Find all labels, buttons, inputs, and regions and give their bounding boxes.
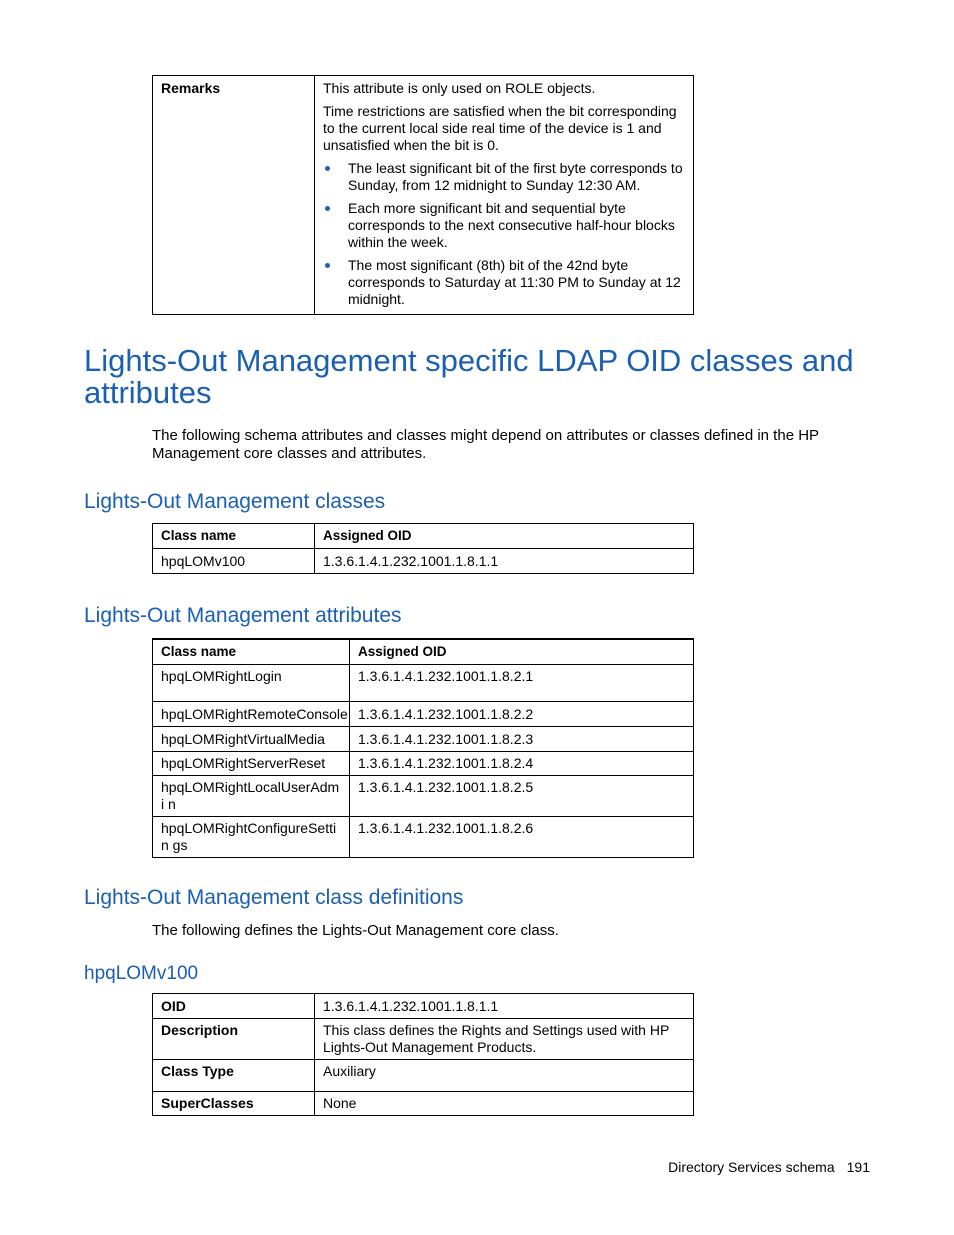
- table-header-row: [153, 524, 694, 549]
- oid-cell: 1.3.6.1.4.1.232.1001.1.8.1.1: [315, 549, 694, 574]
- oid-cell: 1.3.6.1.4.1.232.1001.1.8.2.3: [350, 727, 694, 752]
- remarks-line-2: Time restrictions are satisfied when the bit corresponding to the current local side real time of the device is 1 and unsatisfied when the bit is 0.: [323, 103, 677, 153]
- section-title: Lights-Out Management specific LDAP OID classes and attributes: [84, 343, 854, 410]
- page-number: 191: [846, 1159, 870, 1175]
- classes-heading: Lights-Out Management classes: [84, 490, 386, 513]
- remarks-table: [152, 75, 694, 315]
- hpqlomv100-heading: hpqLOMv100: [84, 963, 199, 984]
- attributes-table: [152, 638, 694, 858]
- remarks-row: [153, 76, 694, 315]
- oid-cell: 1.3.6.1.4.1.232.1001.1.8.2.2: [350, 702, 694, 727]
- class-name-cell: hpqLOMRightServerReset: [153, 752, 350, 776]
- class-type-label: Class Type: [153, 1060, 315, 1092]
- table-row: [153, 549, 694, 574]
- table-row: [153, 1092, 694, 1116]
- class-name-cell: hpqLOMRightVirtualMedia: [153, 727, 350, 752]
- oid-cell: 1.3.6.1.4.1.232.1001.1.8.2.5: [350, 776, 694, 817]
- remarks-bullet-list: [323, 160, 685, 308]
- hpqlomv100-table: [152, 993, 694, 1116]
- table-row: [153, 727, 694, 752]
- list-item: The most significant (8th) bit of the 42nd byte corresponds to Saturday at 11:30 PM to Sunday at 12 midnight.: [323, 257, 685, 308]
- oid-cell: 1.3.6.1.4.1.232.1001.1.8.2.4: [350, 752, 694, 776]
- remarks-content: [315, 76, 694, 315]
- section-intro: The following schema attributes and classes might depend on attributes or classes defined in the HP Management core classes and attributes.: [152, 427, 819, 462]
- column-header-class-name: Class name: [153, 639, 350, 665]
- list-item: The least significant bit of the first byte corresponds to Sunday, from 12 midnight to Sunday 12:30 AM.: [323, 160, 685, 194]
- oid-cell: 1.3.6.1.4.1.232.1001.1.8.2.6: [350, 817, 694, 858]
- column-header-assigned-oid: Assigned OID: [350, 639, 694, 665]
- description-value: This class defines the Rights and Settings used with HP Lights-Out Management Products.: [315, 1019, 694, 1060]
- remarks-label: Remarks: [153, 76, 315, 315]
- superclasses-value: None: [315, 1092, 694, 1116]
- remarks-line-1: This attribute is only used on ROLE objects.: [323, 80, 596, 96]
- table-header-row: [153, 639, 694, 665]
- class-name-cell: hpqLOMv100: [153, 549, 315, 574]
- class-name-cell: hpqLOMRightLogin: [153, 665, 350, 702]
- attributes-heading: Lights-Out Management attributes: [84, 604, 402, 627]
- page-footer: [652, 1159, 870, 1175]
- table-row: [153, 1019, 694, 1060]
- oid-value: 1.3.6.1.4.1.232.1001.1.8.1.1: [315, 994, 694, 1019]
- column-header-assigned-oid: Assigned OID: [315, 524, 694, 549]
- superclasses-label: SuperClasses: [153, 1092, 315, 1116]
- classes-table: [152, 523, 694, 574]
- definitions-heading: Lights-Out Management class definitions: [84, 886, 464, 909]
- oid-cell: 1.3.6.1.4.1.232.1001.1.8.2.1: [350, 665, 694, 702]
- table-row: [153, 776, 694, 817]
- oid-label: OID: [153, 994, 315, 1019]
- class-name-cell: hpqLOMRightRemoteConsole: [153, 702, 350, 727]
- table-row: [153, 665, 694, 702]
- column-header-class-name: Class name: [153, 524, 315, 549]
- class-name-cell: hpqLOMRightConfigureSettin gs: [153, 817, 350, 858]
- table-row: [153, 817, 694, 858]
- class-name-cell: hpqLOMRightLocalUserAdmi n: [153, 776, 350, 817]
- description-label: Description: [153, 1019, 315, 1060]
- list-item: Each more significant bit and sequential byte corresponds to the next consecutive half-hour blocks within the week.: [323, 200, 685, 251]
- table-row: [153, 1060, 694, 1092]
- class-type-value: Auxiliary: [315, 1060, 694, 1092]
- table-row: [153, 752, 694, 776]
- table-row: [153, 702, 694, 727]
- table-row: [153, 994, 694, 1019]
- footer-title: Directory Services schema: [668, 1159, 835, 1175]
- definitions-intro: The following defines the Lights-Out Management core class.: [152, 922, 559, 939]
